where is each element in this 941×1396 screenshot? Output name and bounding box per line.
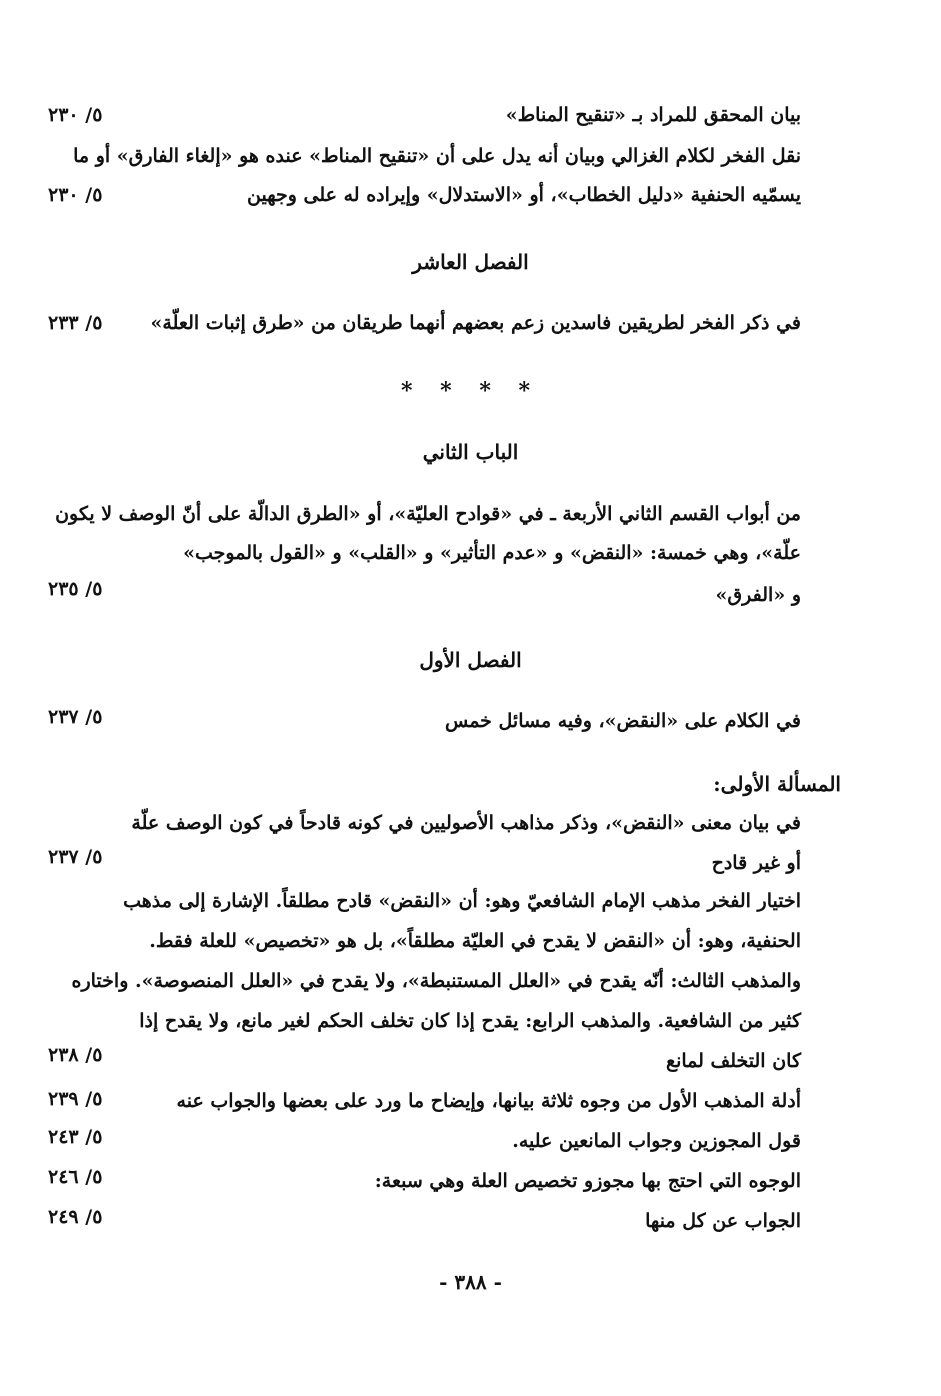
entry-text: بيان المحقق للمراد بـ «تنقيح المناط»	[505, 104, 801, 126]
entry-page-ref: ٥/ ٢٤٣	[48, 1126, 103, 1148]
entry-text: كثير من الشافعية. والمذهب الرابع: يقدح إذا كان تخلف الحكم لغير مانع، ولا يقدح إذا	[139, 1010, 801, 1032]
entry-text: الجواب عن كل منها	[645, 1210, 801, 1232]
entry-page-ref: ٥/ ٢٤٩	[48, 1206, 103, 1228]
entry-text: في بيان معنى «النقض»، وذكر مذاهب الأصوليين في كونه قادحاً في كون الوصف علّة	[131, 812, 801, 834]
entry-text: والمذهب الثالث: أنّه يقدح في «العلل المستنبطة»، ولا يقدح في «العلل المنصوصة». واختاره	[71, 970, 801, 992]
entry-text: في ذكر الفخر لطريقين فاسدين زعم بعضهم أنهما طريقان من «طرق إثبات العلّة»	[150, 312, 801, 334]
entry-text: قول المجوزين وجواب المانعين عليه.	[512, 1130, 801, 1152]
issue-label: المسألة الأولى:	[713, 772, 841, 796]
entry-page-ref: ٥/ ٢٣٠	[48, 104, 103, 126]
entry-text: أو غير قادح	[711, 852, 801, 874]
chapter-heading: الباب الثاني	[422, 440, 519, 464]
entry-text: الحنفية، وهو: أن «النقض لا يقدح في العليّة مطلقاً»، بل هو «تخصيص» للعلة فقط.	[149, 930, 801, 952]
entry-text: اختيار الفخر مذهب الإمام الشافعيّ وهو: أن «النقض» قادح مطلقاً. الإشارة إلى مذهب	[123, 890, 801, 912]
entry-text: علّة»، وهي خمسة: «النقض» و «عدم التأثير» و «القلب» و «القول بالموجب»	[183, 542, 801, 564]
section-heading: الفصل الأول	[419, 648, 522, 672]
separator-stars: * * * *	[401, 378, 540, 404]
entry-text: نقل الفخر لكلام الغزالي وبيان أنه يدل على أن «تنقيح المناط» عنده هو «إلغاء الفارق» أو ما	[73, 145, 801, 167]
entry-page-ref: ٥/ ٢٣٧	[48, 706, 103, 728]
entry-text: الوجوه التي احتج بها مجوزو تخصيص العلة وهي سبعة:	[374, 1170, 801, 1192]
entry-page-ref: ٥/ ٢٣٥	[48, 578, 103, 600]
entry-page-ref: ٥/ ٢٤٦	[48, 1166, 103, 1188]
entry-page-ref: ٥/ ٢٣٣	[48, 312, 103, 334]
entry-page-ref: ٥/ ٢٣٠	[48, 184, 103, 206]
entry-page-ref: ٥/ ٢٣٨	[48, 1044, 103, 1066]
entry-text: كان التخلف لمانع	[665, 1050, 801, 1072]
section-heading: الفصل العاشر	[412, 250, 529, 274]
entry-text: أدلة المذهب الأول من وجوه ثلاثة بيانها، وإيضاح ما ورد على بعضها والجواب عنه	[176, 1090, 801, 1112]
entry-page-ref: ٥/ ٢٣٩	[48, 1088, 103, 1110]
entry-text: من أبواب القسم الثاني الأربعة ـ في «قوادح العليّة»، أو «الطرق الدالّة على أنّ الوصف لا يكون	[55, 503, 801, 525]
entry-text: في الكلام على «النقض»، وفيه مسائل خمس	[444, 710, 801, 732]
entry-page-ref: ٥/ ٢٣٧	[48, 846, 103, 868]
page-number: - ٣٨٨ -	[439, 1270, 502, 1294]
entry-text: و «الفرق»	[715, 584, 801, 606]
entry-text: يسمّيه الحنفية «دليل الخطاب»، أو «الاستدلال» وإيراده له على وجهين	[247, 184, 801, 206]
